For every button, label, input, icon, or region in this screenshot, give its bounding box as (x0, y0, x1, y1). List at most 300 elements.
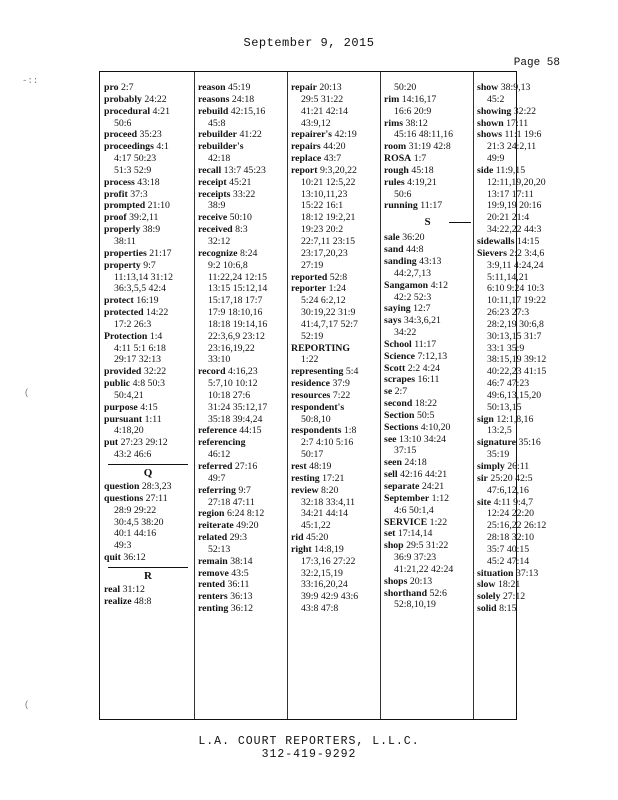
page-line-ref: 35:16 (518, 437, 541, 449)
page-line-ref: 33:1 35:9 (487, 342, 525, 354)
page-line-ref: 8:15 (499, 603, 517, 615)
index-entry (477, 82, 531, 94)
page-line-ref: 42:2 52:3 (394, 291, 432, 303)
index-entry (477, 461, 530, 473)
index-entry (104, 402, 192, 414)
index-entry (104, 437, 192, 449)
index-term: receive (198, 212, 228, 224)
index-term: remove (198, 567, 229, 579)
index-entry (198, 366, 285, 378)
index-entry (198, 82, 285, 94)
footer-company: L.A. COURT REPORTERS, L.L.C. (198, 735, 420, 748)
page-line-ref: 27:18 47:11 (208, 496, 255, 508)
index-entry (477, 129, 542, 141)
index-entry (477, 413, 534, 426)
page-line-ref: 13:17 17:11 (487, 188, 534, 200)
index-entry (198, 425, 285, 437)
page-line-ref: 52:13 (208, 543, 231, 555)
page-line-ref: 52:8 (329, 271, 348, 283)
index-term: profit (104, 188, 128, 200)
index-term: right (291, 543, 312, 555)
index-entry (384, 576, 471, 588)
page-line-ref: 33:22 (232, 188, 256, 200)
page-line-ref: 4:6 50:1,4 (394, 504, 434, 516)
footer-phone: 312-419-9292 (261, 748, 357, 761)
page-line-ref: 40:1 44:16 (114, 528, 157, 540)
index-column-5 (477, 82, 547, 717)
index-entry (198, 437, 285, 449)
page-line-ref: 7:22 (332, 389, 351, 401)
index-entry (384, 434, 471, 446)
index-entry (198, 248, 285, 260)
index-entry (384, 94, 471, 106)
page-line-ref: 50:8,10 (301, 413, 331, 425)
index-entry (384, 422, 471, 434)
page-line-ref: 1:11 (144, 413, 162, 425)
page-line-ref: 9:7 (238, 484, 251, 496)
index-term: separate (384, 481, 420, 492)
page-line-ref: 52:8,10,19 (394, 599, 436, 611)
page-line-ref: 4:21 (152, 105, 170, 117)
page-line-ref: 36:9 37:23 (394, 552, 437, 564)
page-line-ref: 38:14 (230, 555, 253, 567)
index-entry (198, 141, 285, 153)
page-line-ref: 35:18 39:4,24 (208, 413, 263, 425)
page-line-ref: 6:24 8:12 (226, 508, 265, 520)
page-line-ref: 38:12 (405, 117, 428, 129)
index-term: room (384, 141, 407, 153)
page-line-ref: 45:8 (208, 117, 226, 129)
index-entry (384, 528, 471, 540)
page-line-ref: 27:23 29:12 (120, 437, 168, 449)
index-term: replace (291, 153, 322, 165)
index-term: se (384, 386, 393, 398)
page-line-ref: 43:2 46:6 (114, 449, 152, 461)
index-term: properly (104, 224, 141, 236)
page-line-ref: 31:12 (122, 583, 145, 595)
page-line-ref: 45:18 (411, 164, 434, 176)
page-line-ref: 10:18 27:6 (208, 389, 251, 401)
index-entry (477, 235, 540, 248)
index-entry (384, 303, 471, 315)
page-line-ref: 27:12 (502, 591, 526, 603)
page-line-ref: 41:22 (239, 129, 262, 141)
index-entry (477, 591, 526, 603)
index-term: provided (104, 366, 142, 378)
index-entry (198, 177, 285, 189)
index-entry (104, 481, 192, 493)
index-term: sanding (384, 255, 417, 267)
punch-mark: ( (24, 388, 30, 398)
index-entry (384, 588, 471, 600)
page-line-ref: 43:18 (137, 176, 160, 188)
index-term: see (384, 433, 397, 445)
index-entry (291, 283, 378, 295)
index-entry (291, 343, 378, 355)
word-index-frame (99, 71, 547, 720)
index-term: residence (291, 378, 330, 390)
index-entry (104, 106, 192, 118)
index-term: shown (477, 117, 504, 129)
page-line-ref: 16:11 (417, 374, 440, 386)
index-entry (477, 567, 539, 580)
index-entry (104, 260, 192, 272)
page-line-ref: 37:9 (332, 378, 350, 390)
page-line-ref: 9:3,20,22 (319, 164, 357, 176)
page-line-ref: 4:18,20 (114, 425, 144, 437)
index-term: referencing (198, 437, 246, 449)
index-entry (104, 129, 192, 141)
index-entry (291, 153, 378, 165)
index-term: reported (291, 271, 328, 283)
page-line-ref: 17:11 (506, 117, 529, 129)
index-term: sir (477, 472, 488, 484)
page-line-ref: 14:8,19 (314, 543, 344, 555)
page-line-ref: 4:12 (430, 279, 448, 291)
index-term: repair (291, 82, 317, 93)
index-term: slow (477, 579, 496, 591)
index-entry (384, 363, 471, 375)
page-line-ref: 33:16,20,24 (301, 579, 348, 591)
page-line-ref: 32:2,15,19 (301, 567, 343, 579)
index-entry (384, 374, 471, 386)
page-line-ref: 15:22 16:1 (301, 200, 344, 212)
page-line-ref: 18:21 (497, 579, 521, 591)
page-line-ref: 27:19 (301, 259, 324, 271)
page-line-ref: 51:3 52:9 (114, 164, 152, 176)
index-entry (384, 481, 471, 493)
page-line-ref: 42:19 (334, 129, 357, 141)
index-term: sand (384, 244, 404, 256)
index-term: sidewalls (477, 235, 515, 247)
index-entry (104, 378, 192, 390)
page-line-ref: 4:16,23 (228, 366, 258, 378)
section-rule (449, 222, 471, 223)
index-entry (198, 485, 285, 497)
index-term: renters (198, 591, 228, 603)
index-term: rented (198, 579, 226, 591)
page-line-ref: 5:4 (345, 366, 359, 378)
page-line-ref: 18:18 19:14,16 (208, 318, 268, 330)
page-line-ref: 28:2,19 30:6,8 (487, 318, 544, 330)
page-line-ref: 38:15,19 39:12 (487, 354, 547, 366)
page-line-ref: 11:17 (414, 338, 437, 350)
index-entry (291, 485, 378, 497)
page-line-ref: 5:24 6:2,12 (301, 295, 346, 307)
index-term: sell (384, 469, 398, 481)
index-column-2 (198, 82, 285, 717)
index-term: Protection (104, 330, 148, 342)
page-line-ref: 50:17 (301, 449, 324, 461)
index-entry (198, 508, 285, 520)
page-line-ref: 36:20 (402, 232, 425, 244)
index-entry (198, 603, 285, 615)
page-line-ref: 39:2,11 (129, 212, 159, 224)
page-line-ref: 46:12 (208, 449, 231, 461)
page-line-ref: 46:7 47:23 (487, 378, 530, 390)
page-line-ref: 34:22 (394, 327, 417, 339)
index-entry (104, 295, 192, 307)
page-line-ref: 37:3 (130, 188, 148, 200)
index-entry (291, 461, 378, 473)
index-term: resting (291, 472, 320, 484)
index-entry (198, 189, 285, 201)
page-line-ref: 49:9 (487, 153, 505, 165)
index-entry (384, 256, 471, 268)
page-line-ref: 25:16,22 26:12 (487, 520, 547, 532)
index-entry (384, 141, 471, 153)
index-term: property (104, 259, 141, 271)
index-term: Scott (384, 362, 406, 374)
page-line-ref: 50:6 (114, 117, 132, 129)
index-entry (384, 493, 471, 505)
page-line-ref: 29:17 32:13 (114, 354, 162, 366)
index-entry (477, 164, 526, 177)
punch-mark: ( (24, 700, 30, 710)
page-line-ref: 17:21 (322, 472, 345, 484)
page-line-ref: 45:19 (228, 82, 251, 93)
index-term: site (477, 496, 492, 508)
index-entry (384, 153, 471, 165)
index-entry (477, 496, 533, 509)
punch-mark: -:: (22, 76, 39, 86)
index-entry (291, 532, 378, 544)
page-line-ref: 16:19 (136, 295, 159, 307)
page-line-ref: 34:21 44:14 (301, 508, 349, 520)
index-entry (384, 118, 471, 130)
index-term: shorthand (384, 587, 428, 599)
index-entry (477, 437, 541, 449)
page-line-ref: 1:4 (149, 330, 163, 342)
page-line-ref: 52:6 (429, 587, 447, 599)
page-line-ref: 42:15,16 (230, 105, 266, 117)
index-entry (384, 280, 471, 292)
index-entry (291, 425, 378, 437)
page-line-ref: 26:11 (507, 461, 530, 472)
page-line-ref: 38:11 (114, 235, 136, 247)
index-entry (104, 189, 192, 201)
section-letter: Q (108, 464, 188, 479)
index-entry (384, 410, 471, 422)
index-entry (198, 212, 285, 224)
page-line-ref: 5:7,10 10:12 (208, 378, 258, 390)
page-line-ref: 8:24 (240, 247, 258, 259)
index-term: report (291, 164, 318, 176)
index-term: remain (198, 555, 228, 567)
page-line-ref: 13:7 45:23 (223, 164, 266, 176)
index-term: ROSA (384, 153, 412, 165)
page-line-ref: 31:24 35:12,17 (208, 401, 268, 413)
index-term: reporter (291, 283, 327, 295)
page-line-ref: 43:7 (323, 153, 342, 165)
page-line-ref: 21:10 (147, 200, 170, 212)
index-entry (384, 351, 471, 363)
index-term: solely (477, 591, 501, 603)
page-line-ref: 36:11 (227, 579, 250, 591)
index-column-1 (104, 82, 192, 717)
page-line-ref: 28:18 32:10 (487, 532, 535, 544)
index-term: region (198, 508, 225, 520)
index-term: repairer's (291, 129, 332, 141)
page-line-ref: 30:19,22 31:9 (301, 307, 356, 319)
index-term: procedural (104, 105, 151, 117)
page-line-ref: 34:3,6,21 (403, 315, 441, 327)
page-line-ref: 49:3 (114, 540, 132, 552)
index-term: purpose (104, 401, 138, 413)
index-entry (104, 177, 192, 189)
index-entry (104, 366, 192, 378)
page-line-ref: 18:12 19:2,21 (301, 212, 356, 224)
index-term: properties (104, 247, 147, 259)
index-term: Sangamon (384, 279, 429, 291)
page-line-ref: 23:16,19,22 (208, 342, 255, 354)
page-line-ref: 43:9,12 (301, 117, 331, 129)
page-line-ref: 36:12 (230, 603, 254, 615)
index-term: reiterate (198, 520, 234, 532)
index-term: pursuant (104, 413, 143, 425)
index-entry (384, 165, 471, 177)
index-entry (104, 307, 192, 319)
index-entry (384, 386, 471, 398)
page-line-ref: 42:16 44:21 (400, 469, 448, 481)
page-line-ref: 17:3,16 27:22 (301, 555, 356, 567)
page-line-ref: 24:18 (231, 93, 255, 105)
page-line-ref: 4:11 5:1 6:18 (114, 342, 166, 354)
page-line-ref: 30:4,5 38:20 (114, 516, 164, 528)
index-entry (291, 378, 378, 390)
page-line-ref: 43:5 (231, 567, 249, 579)
section-letter: S (384, 216, 471, 228)
index-term: question (104, 481, 140, 492)
index-term: repairs (291, 141, 321, 153)
section-letter: R (108, 567, 188, 582)
index-entry (104, 200, 192, 212)
index-entry (104, 224, 192, 236)
page-line-ref: 19:9,19 20:16 (487, 200, 542, 212)
page-line-ref: 48:19 (309, 461, 332, 472)
page-line-ref: 41:21 42:14 (301, 105, 349, 117)
index-term: quit (104, 552, 121, 564)
page-line-ref: 44:2,7,13 (394, 267, 432, 279)
index-term: Sections (384, 421, 419, 433)
index-entry (198, 520, 285, 532)
index-term: reason (198, 82, 226, 93)
page-line-ref: 36:3,5,5 42:4 (114, 283, 166, 295)
index-entry (104, 94, 192, 106)
index-term: running (384, 200, 418, 212)
page-line-ref: 10:21 12:5,22 (301, 176, 356, 188)
page-line-ref: 14:16,17 (401, 93, 437, 105)
page-line-ref: 42:18 (208, 153, 231, 165)
page-line-ref: 44:15 (239, 425, 262, 437)
index-term: set (384, 528, 396, 540)
page-line-ref: 13:10 34:24 (398, 433, 447, 445)
page-line-ref: 22:7,11 23:15 (301, 235, 356, 247)
index-entry (198, 129, 285, 141)
page-line-ref: 11:1 19:6 (504, 129, 542, 141)
index-term: receipts (198, 188, 231, 200)
page-line-ref: 4:8 50:3 (132, 378, 165, 390)
page-line-ref: 4:11 9:4,7 (493, 496, 533, 508)
index-term: shops (384, 575, 408, 587)
page-line-ref: 1:8 (343, 425, 357, 437)
index-term: proof (104, 212, 127, 224)
page-line-ref: 5:11,14,21 (487, 271, 529, 283)
page-line-ref: 50:6 (394, 188, 412, 200)
index-term: September (384, 492, 430, 504)
page-line-ref: 40:22,23 41:15 (487, 366, 547, 378)
index-term: renting (198, 603, 229, 615)
page-line-ref: 1:12 (431, 492, 450, 504)
index-term: process (104, 176, 135, 188)
page-line-ref: 24:18 (404, 457, 427, 469)
index-term: receipt (198, 176, 227, 188)
page-line-ref: 4:1 (156, 141, 169, 153)
page-line-ref: 50:5 (416, 409, 435, 421)
index-column-3 (291, 82, 378, 717)
page-line-ref: 38:9 (208, 200, 226, 212)
index-term: referred (198, 461, 233, 472)
index-term: show (477, 82, 499, 93)
index-term: record (198, 366, 226, 378)
page-line-ref: 45:2 47:14 (487, 555, 530, 567)
index-entry (198, 579, 285, 591)
page-line-ref: 39:9 42:9 43:6 (301, 591, 359, 603)
page-line-ref: 32:22 (143, 366, 167, 378)
page-line-ref: 17:9 18:10,16 (208, 307, 263, 319)
index-entry (384, 457, 471, 469)
index-term: rules (384, 176, 405, 188)
page-line-ref: 41:21,22 42:24 (394, 563, 454, 575)
index-term: rest (291, 461, 307, 472)
index-entry (291, 366, 378, 378)
index-entry (198, 461, 285, 473)
page-line-ref: 50:13,15 (487, 401, 522, 413)
index-entry (104, 596, 192, 608)
page-line-ref: 43:8 47:8 (301, 603, 339, 615)
index-entry (198, 556, 285, 568)
page-line-ref: 8:3 (235, 224, 248, 236)
index-entry (384, 177, 471, 189)
page-line-ref: 28:3,23 (141, 481, 172, 492)
index-entry (384, 398, 471, 410)
index-entry (198, 591, 285, 603)
index-term: shop (384, 540, 404, 552)
page-line-ref: 2:2 4:24 (407, 362, 441, 374)
page-line-ref: 49:20 (236, 520, 259, 532)
index-term: sign (477, 413, 494, 425)
page-line-ref: 6:10 9:24 10:3 (487, 283, 545, 295)
index-term: sale (384, 232, 400, 244)
index-term: signature (477, 437, 517, 449)
page-line-ref: 11:13,14 31:12 (114, 271, 173, 283)
index-term: Sievers (477, 247, 507, 259)
page-line-ref: 37:13 (515, 567, 539, 579)
index-entry (104, 552, 192, 564)
index-entry (104, 493, 192, 505)
index-entry (477, 579, 521, 591)
page-line-ref: 28:9 29:22 (114, 504, 157, 516)
index-term: real (104, 583, 121, 595)
index-term: related (198, 532, 228, 544)
page-line-ref: 44:20 (323, 141, 346, 153)
index-entry (104, 414, 192, 426)
page-line-ref: 10:11,17 19:22 (487, 295, 546, 307)
index-term: Science (384, 350, 416, 362)
page-line-ref: 14:22 (146, 307, 169, 319)
page-line-ref: 38:9 (142, 224, 161, 236)
index-term: rims (384, 117, 404, 129)
